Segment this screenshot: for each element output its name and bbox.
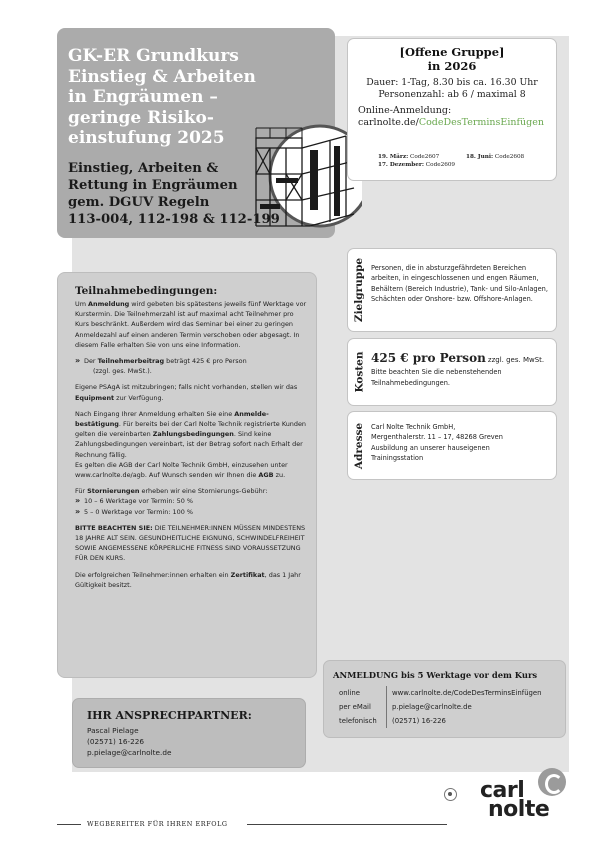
- target-group-card: [347, 248, 557, 332]
- payment-paragraph: [75, 409, 307, 480]
- registration-row: [324, 686, 567, 700]
- certificate-paragraph: [75, 570, 307, 590]
- group-heading: [348, 45, 556, 73]
- online-registration: [348, 105, 556, 129]
- registration-method: online: [324, 686, 387, 700]
- text: Anmeldung: [88, 300, 130, 308]
- date-code: Code2607: [410, 154, 440, 160]
- attention-paragraph: [75, 523, 307, 564]
- text: Zahlungsbedingungen: [152, 430, 234, 439]
- registration-value[interactable]: (02571) 16-226: [392, 717, 446, 725]
- price-note: zzgl. ges. MwSt.: [487, 356, 545, 364]
- date-label: 18. Juni:: [466, 154, 494, 160]
- text: Der: [84, 357, 98, 366]
- date-item: [466, 152, 524, 162]
- text: (zzgl. ges. MwSt.).: [93, 367, 152, 376]
- registration-paragraph: [75, 299, 307, 350]
- registration-table: [324, 686, 567, 728]
- address-label-text: Adresse: [353, 422, 365, 469]
- course-title-line: einstufung 2025: [68, 128, 225, 148]
- contact-phone[interactable]: (02571) 16-226: [87, 737, 145, 746]
- logo-word-top: carl: [480, 778, 525, 803]
- text: Um: [75, 300, 89, 308]
- course-dates: [378, 152, 553, 170]
- registration-method: telefonisch: [324, 714, 387, 728]
- text: Teilnehmerbeitrag: [97, 357, 165, 366]
- text: Stornierungen: [87, 487, 140, 496]
- text: 10 – 6 Werktage vor Termin: 50 %: [84, 497, 194, 506]
- online-registration-label: Online-Anmeldung:: [358, 105, 452, 116]
- text: Eigene PSAgA ist mitzubringen; falls nicht vorhanden, stellen wir das: [75, 383, 298, 392]
- tagline-text: WEGBEREITER FÜR IHREN ERFOLG: [87, 820, 228, 828]
- tagline-rule: [247, 824, 447, 825]
- course-title-line: Einstieg & Arbeiten: [68, 66, 256, 87]
- address-label: [350, 412, 368, 479]
- text: AGB: [258, 471, 274, 480]
- text: DIE TEILNEHMER:INNEN MÜSSEN MINDESTENS 18 JAHRE ALT SEIN. GESUNDHEITLICHE EIGNUNG, SCHWINDELFREIHEIT SOWIE ANGEMESSENE KÖRPERLICHE FITNESS SIND VORAUSSETZUNG FÜR DEN KURS.: [75, 523, 306, 563]
- participant-count: Personenzahl: ab 6 / maximal 8: [378, 89, 526, 100]
- course-year: in 2026: [427, 59, 477, 73]
- text: . Für bereits bei der Carl Nolte Technik registrierte Kunden gelten die vereinbarten: [75, 420, 307, 439]
- text: Für: [75, 487, 88, 496]
- text: , das 1 Jahr Gültigkeit besitzt.: [75, 570, 301, 589]
- target-group-label: [350, 249, 368, 331]
- registration-value[interactable]: p.pielage@carlnolte.de: [392, 703, 472, 711]
- text: Equipment: [75, 393, 115, 402]
- text: Anmelde-bestätigung: [75, 409, 269, 429]
- address-line: Trainingsstation: [371, 453, 424, 462]
- text: wird gebeten bis spätestens jeweils fünf Werktage vor Kurstermin. Die Teilnehmerzahl ist auf maximal acht Teilnehmer pro Kurs beschränkt. Außerdem wird das Seminar bei einer zu geringen Anmeldezahl auf einen anderen Termin verschoben oder abgesagt. In diesem Falle erhalten Sie von uns eine Information.: [75, 300, 307, 349]
- date-code: Code2608: [494, 154, 525, 160]
- text: . Sind keine Zahlungsbedingungen vereinbart, ist der Betrag sofort nach Erhalt der Rechnung fällig.: [75, 430, 303, 459]
- target-group-text: Personen, die in absturzgefährdeten Bereichen arbeiten, in eingeschlossenen und engen Räumen, Behältern (Bereich Industrie), Tank- und Silo-Anlagen, Schächten oder Onshore- bzw. Offshore-Anlagen.: [371, 264, 548, 303]
- date-code: Code2609: [425, 162, 456, 168]
- text: Zertifikat: [230, 570, 265, 579]
- text: Es gelten die AGB der Carl Nolte Technik GmbH, einzusehen unter www.carlnolte.de/agb. Auf Wunsch senden wir Ihnen die: [75, 460, 288, 480]
- address-line: Mergenthalerstr. 11 – 17, 48268 Greven: [371, 433, 503, 442]
- date-label: 17. Dezember:: [378, 162, 424, 168]
- text: zu.: [273, 471, 286, 480]
- conditions-body: [75, 299, 307, 596]
- cost-note: Bitte beachten Sie die nebenstehenden Teilnahmebedingungen.: [371, 368, 502, 387]
- registration-value[interactable]: www.carlnolte.de/CodeDesTerminsEinfügen: [392, 689, 542, 697]
- cost-label-text: Kosten: [353, 351, 366, 393]
- conditions-box: [57, 272, 317, 678]
- course-title-line: in Engräumen –: [68, 87, 218, 107]
- registration-row: [324, 714, 567, 728]
- bullet-icon: »: [75, 356, 81, 366]
- target-group-label-text: Zielgruppe: [353, 257, 366, 323]
- date-label: 19. März:: [378, 154, 409, 160]
- registration-title: ANMELDUNG bis 5 Werktage vor dem Kurs: [333, 670, 538, 680]
- course-title-line: geringe Risiko-: [68, 107, 214, 128]
- text: beträgt 425 € pro Person: [164, 357, 247, 366]
- address-line: Ausbildung an unserer hauseigenen: [371, 443, 490, 452]
- address-line: Carl Nolte Technik GmbH,: [371, 423, 456, 431]
- tagline-rule: [57, 824, 81, 825]
- course-subtitle-line: Einstieg, Arbeiten &: [68, 161, 219, 176]
- bullet-icon: »: [75, 506, 81, 516]
- cost-card: [347, 338, 557, 406]
- contact-email[interactable]: p.pielage@carlnolte.de: [87, 748, 172, 757]
- online-registration-link[interactable]: [358, 117, 556, 129]
- date-item: [378, 160, 466, 170]
- address-text: [371, 422, 550, 463]
- registration-method: per eMail: [324, 700, 387, 714]
- text: Die erfolgreichen Teilnehmer:innen erhalten ein: [75, 570, 231, 579]
- equipment-paragraph: [75, 382, 307, 402]
- fee-item: [75, 356, 307, 376]
- text: erheben wir eine Stornierungs-Gebühr:: [139, 487, 268, 496]
- contact-name: Pascal Pielage: [87, 726, 139, 735]
- text: zur Verfügung.: [114, 393, 164, 402]
- cost-label: [350, 339, 368, 405]
- registration-box: [323, 660, 566, 738]
- course-title-line: GK-ER Grundkurs: [68, 46, 239, 66]
- group-type: [Offene Gruppe]: [399, 45, 505, 59]
- conditions-title: Teilnahmebedingungen:: [75, 285, 218, 297]
- cancellation-item: [75, 507, 307, 517]
- cost-text: [371, 353, 550, 388]
- contact-title: IHR ANSPRECHPARTNER:: [87, 709, 252, 722]
- course-subtitle-line: gem. DGUV Regeln: [68, 195, 210, 210]
- course-duration: Dauer: 1-Tag, 8.30 bis ca. 16.30 Uhr: [366, 77, 538, 88]
- course-info-card: [347, 38, 557, 181]
- cancellation-block: [75, 486, 307, 517]
- price: 425 € pro Person: [371, 351, 486, 365]
- bullet-icon: »: [75, 496, 81, 506]
- cancellation-item: [75, 496, 307, 506]
- carl-nolte-logo: [478, 768, 568, 820]
- contact-details: [87, 725, 171, 758]
- logo-word-bottom: nolte: [488, 797, 550, 822]
- contact-box: [72, 698, 306, 768]
- text: BITTE BEACHTEN SIE:: [75, 523, 153, 532]
- connector-dot-icon: [444, 788, 457, 801]
- url-code: CodeDesTerminsEinfügen: [418, 117, 544, 128]
- course-subtitle-line: 113-004, 112-198 & 112-199: [68, 212, 280, 227]
- footer-tagline: [57, 820, 457, 830]
- url-base: carlnolte.de/: [358, 117, 419, 128]
- text: Nach Eingang Ihrer Anmeldung erhalten Sie eine: [75, 409, 235, 418]
- logo-c-icon: [538, 768, 566, 796]
- course-subtitle-line: Rettung in Engräumen: [68, 178, 238, 193]
- registration-row: [324, 700, 567, 714]
- text: 5 – 0 Werktage vor Termin: 100 %: [84, 507, 194, 516]
- training-tower-illustration: [250, 116, 362, 236]
- address-card: [347, 411, 557, 480]
